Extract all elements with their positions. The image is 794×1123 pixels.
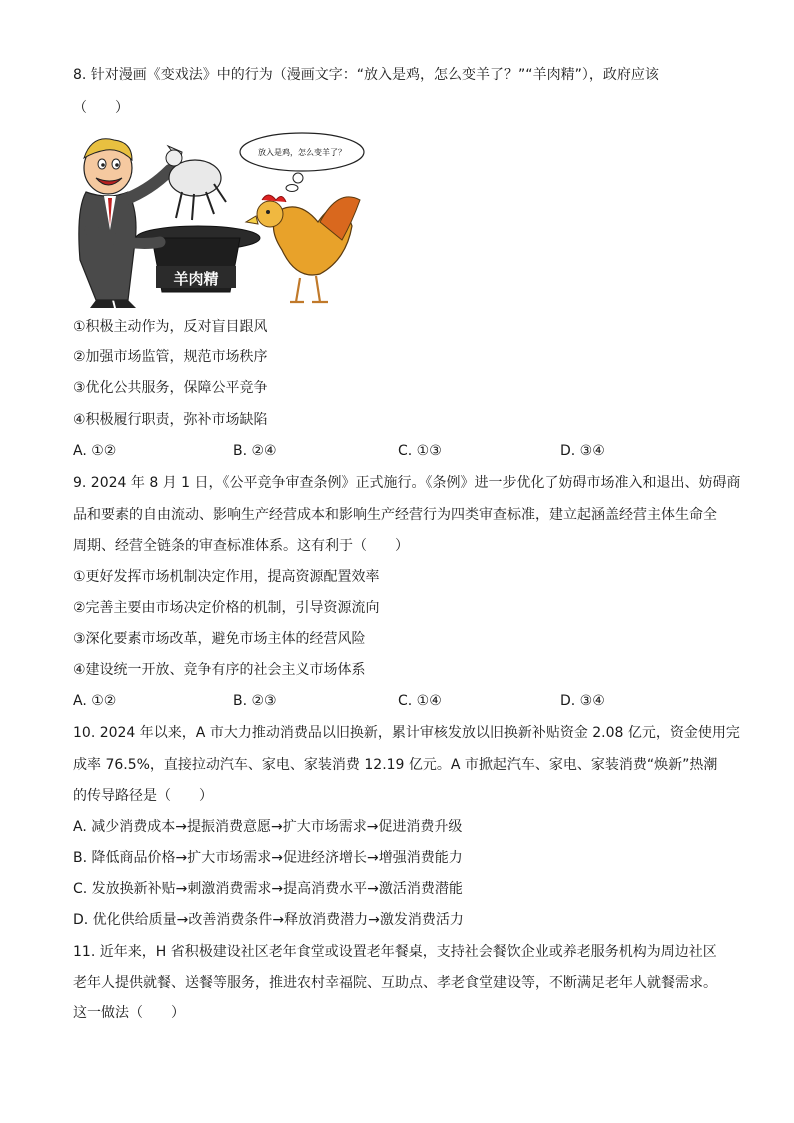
q8-option-c[interactable]: C. ①③ [398,443,442,459]
q8-stem-line-1: 8. 针对漫画《变戏法》中的行为（漫画文字：“放入是鸡，怎么变羊了？”“羊肉精”），政府应该 [73,67,659,83]
q9-item-2: ②完善主要由市场决定价格的机制，引导资源流向 [73,600,380,616]
cartoon-illustration [70,130,370,312]
q9-option-b[interactable]: B. ②③ [233,693,277,709]
q8-item-3: ③优化公共服务，保障公平竞争 [73,380,268,396]
q9-stem-line-2: 品和要素的自由流动、影响生产经营成本和影响生产经营行为四类审查标准，建立起涵盖经营主体生命全 [73,507,717,523]
q11-stem-line-2: 老年人提供就餐、送餐等服务，推进农村幸福院、互助点、孝老食堂建设等，不断满足老年人就餐需求。 [73,975,717,991]
q10-choice-b[interactable]: B. 降低商品价格→扩大市场需求→促进经济增长→增强消费能力 [73,850,463,866]
q9-item-1: ①更好发挥市场机制决定作用，提高资源配置效率 [73,569,380,585]
q9-stem-line-3: 周期、经营全链条的审查标准体系。这有利于（ ） [73,538,409,554]
q10-stem-line-3: 的传导路径是（ ） [73,788,213,804]
q9-stem-line-1: 9. 2024 年 8 月 1 日，《公平竞争审查条例》正式施行。《条例》进一步优化了妨碍市场准入和退出、妨碍商 [73,475,741,491]
hat-label: 羊肉精 [173,270,219,288]
q9-option-a[interactable]: A. ①② [73,693,117,709]
q10-choice-c[interactable]: C. 发放换新补贴→刺激消费需求→提高消费水平→激活消费潜能 [73,881,463,897]
q10-choice-a[interactable]: A. 减少消费成本→提振消费意愿→扩大市场需求→促进消费升级 [73,819,463,835]
q9-item-3: ③深化要素市场改革，避免市场主体的经营风险 [73,631,366,647]
q8-item-1: ①积极主动作为，反对盲目跟风 [73,319,268,335]
q9-option-c[interactable]: C. ①④ [398,693,442,709]
q8-item-2: ②加强市场监管，规范市场秩序 [73,349,268,365]
q8-stem-line-2: （ ） [73,100,129,116]
q10-choice-d[interactable]: D. 优化供给质量→改善消费条件→释放消费潜力→激发消费活力 [73,912,464,928]
q8-item-4: ④积极履行职责，弥补市场缺陷 [73,412,268,428]
q9-item-4: ④建设统一开放、竞争有序的社会主义市场体系 [73,662,366,678]
q8-option-a[interactable]: A. ①② [73,443,117,459]
q9-option-d[interactable]: D. ③④ [560,693,605,709]
q11-stem-line-1: 11. 近年来，H 省积极建设社区老年食堂或设置老年餐桌，支持社会餐饮企业或养老服务机构为周边社区 [73,944,717,960]
q8-option-b[interactable]: B. ②④ [233,443,277,459]
q9-options [73,691,733,711]
q8-option-d[interactable]: D. ③④ [560,443,605,459]
q10-stem-line-1: 10. 2024 年以来，A 市大力推动消费品以旧换新，累计审核发放以旧换新补贴资金 2.08 亿元，资金使用完 [73,725,740,741]
q8-options [73,441,733,461]
bubble-text: 放入是鸡，怎么变羊了？ [258,148,346,157]
q11-stem-line-3: 这一做法（ ） [73,1005,185,1021]
q10-stem-line-2: 成率 76.5%，直接拉动汽车、家电、家装消费 12.19 亿元。A 市掀起汽车、家电、家装消费“焕新”热潮 [73,757,718,773]
